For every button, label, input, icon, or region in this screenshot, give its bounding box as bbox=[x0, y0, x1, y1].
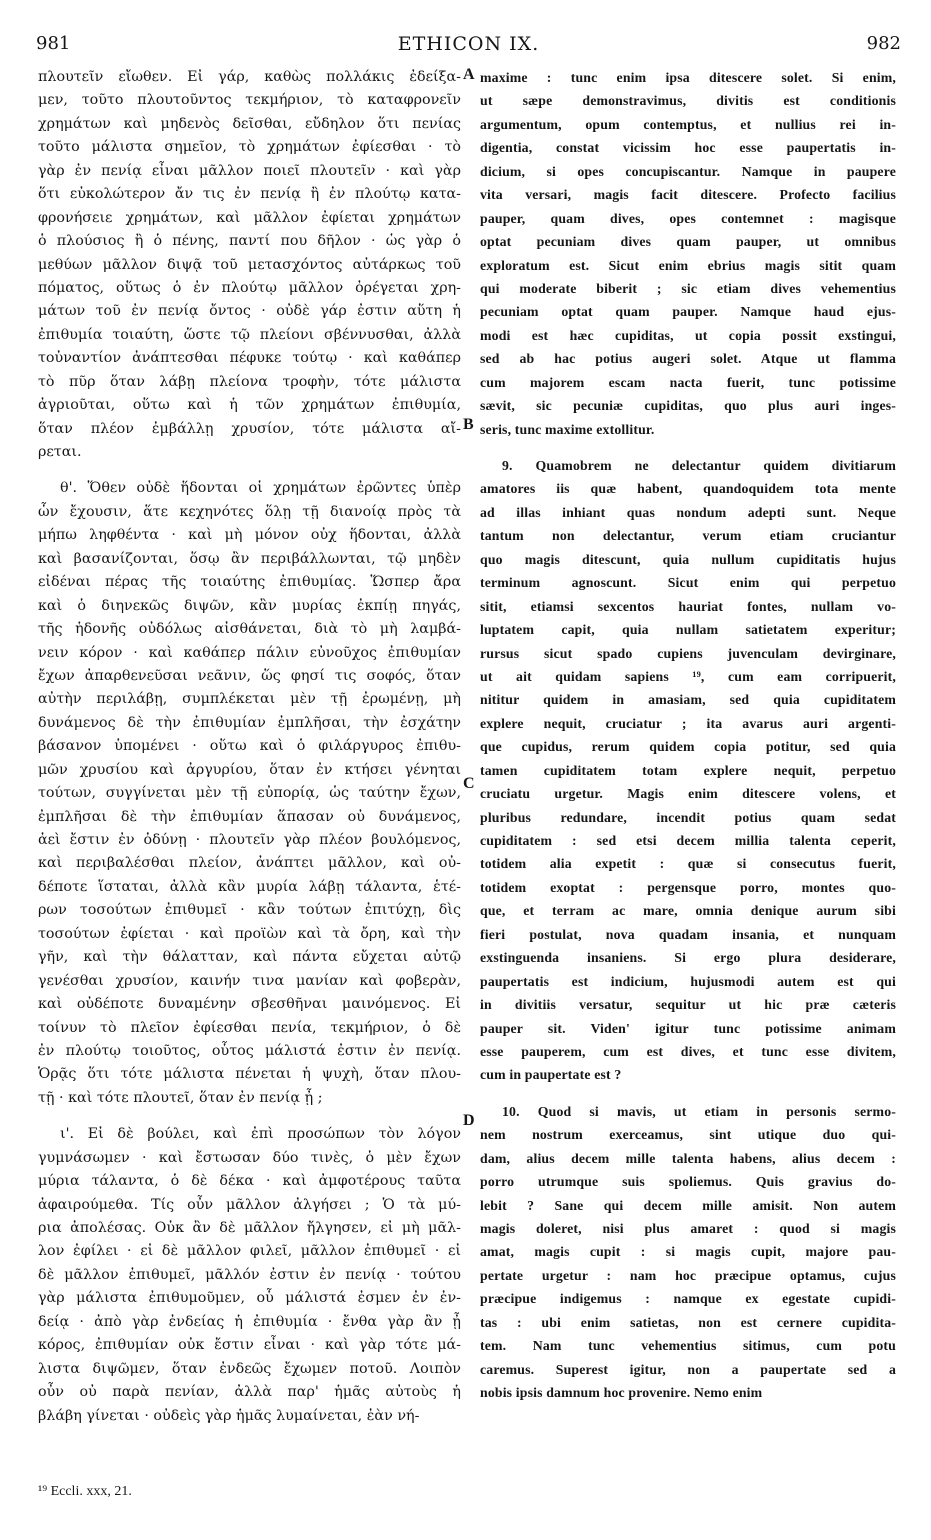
text-line: exstinguenda insaniens. Si ergo plura desiderare, bbox=[480, 950, 896, 966]
text-line: præcipue indigemus : namque ex egestate cupidi- bbox=[480, 1291, 896, 1307]
text-line: ἐν πλούτῳ τοιοῦτος, οὗτος μάλιστά ἐστιν ἐν πενίᾳ. bbox=[38, 1042, 461, 1059]
text-line: terminum agnoscunt. Sicut enim qui perpetuo bbox=[480, 575, 896, 591]
text-line: vita versari, magis facit ditescere. Profecto facilius bbox=[480, 187, 896, 203]
text-line: modi est hæc cupiditas, ut copia possit exstingui, bbox=[480, 327, 896, 343]
text-line: ρεται. bbox=[38, 444, 82, 460]
margin-letter-b: B bbox=[463, 416, 474, 433]
text-line: cum majorem escam nacta fuerit, tunc potissime bbox=[480, 374, 896, 390]
text-line: esse pauperem, cum est dives, et tunc esse divitem, bbox=[480, 1043, 896, 1059]
text-line: ὅτι εὐκολώτερον ἄν τις ἐν πενίᾳ ἢ ἐν πλούτῳ κατα- bbox=[38, 186, 461, 203]
text-line: fieri postulat, nova quadam insania, et nunquam bbox=[480, 926, 896, 942]
text-line: cupiditatem : sed etsi decem millia talenta ceperit, bbox=[480, 833, 896, 848]
text-line: λιστα διψῶμεν, ὅταν ἐνδεῶς ἔχωμεν ποτοῦ. Λοιπὸν bbox=[38, 1360, 461, 1377]
greek-text-column bbox=[38, 66, 461, 1428]
text-line: γῆν, καὶ τὴν θάλατταν, καὶ πάντα εὔχεται αὐτῷ bbox=[38, 949, 461, 966]
text-line: δείᾳ · ἀπὸ γὰρ ἐνδείας ἡ ἐπιθυμία · ἔνθα γὰρ ἂν ᾖ bbox=[38, 1313, 461, 1330]
text-line: ad illas inhiant quas nondum adepti sunt. Neque bbox=[480, 504, 896, 520]
text-line: pertate urgetur : nam hoc præcipue optamus, cujus bbox=[480, 1267, 896, 1283]
page-number-right: 982 bbox=[866, 33, 901, 54]
text-line: δυνάμενος δὲ τὴν ἐπιθυμίαν ἐμπλῆσαι, τὴν ἐσχάτην bbox=[38, 714, 461, 731]
text-line: βάσανον ὑπομένει · οὕτω καὶ ὁ φιλάργυρος ἐπιθυ- bbox=[38, 738, 461, 755]
text-line: γὰρ ἐν πενίᾳ εἶναι μᾶλλον ποιεῖ πλουτεῖν · καὶ γὰρ bbox=[38, 162, 461, 179]
text-line: λον ἐφίλει · εἰ δὲ μᾶλλον φιλεῖ, μᾶλλον ἐπιθυμεῖ · εἰ bbox=[38, 1243, 461, 1260]
text-line: μήπω ληφθέντα · καὶ μὴ μόνον οὐχ ἥδονται, ἀλλὰ bbox=[38, 527, 461, 544]
text-line: ἐμπλῆσαι δὲ τὴν ἐπιθυμίαν ἅπασαν οὐ δυνάμενος, bbox=[38, 808, 461, 825]
text-line: γενέσθαι χρυσίον, καινήν τινα μανίαν καὶ φοβερὰν, bbox=[38, 972, 461, 989]
text-line: ut ait quidam sapiens ¹⁹, cum eam corripuerit, bbox=[480, 668, 896, 684]
text-line: sitit, etiamsi sexcentos hauriat fontes, nullam vo- bbox=[480, 598, 896, 614]
paragraph-gap bbox=[480, 1087, 896, 1100]
text-line: Ὁρᾷς ὅτι τότε μάλιστα πένεται ἡ ψυχὴ, ὅταν πλου- bbox=[38, 1066, 461, 1083]
text-line: ἔχων ἀπαρθενεῦσαι νεᾶνιν, ὥς φησί τις σοφός, ὅταν bbox=[38, 667, 461, 684]
paragraph-gap bbox=[480, 441, 896, 454]
text-line: δὲ μᾶλλον ἐπιθυμεῖ, μᾶλλόν ἐστιν ἐν πενίᾳ · τούτου bbox=[38, 1266, 461, 1283]
text-line: caremus. Superest igitur, non a paupertate sed a bbox=[480, 1361, 896, 1377]
text-line: ὁ πλούσιος ἢ ὁ πένης, παντί που δῆλον · ὡς γὰρ ὁ bbox=[38, 233, 461, 250]
text-line: ρων τοσούτων ἐπιθυμεῖ · κἂν τούτων ἐπιτύχῃ, δὶς bbox=[38, 902, 461, 919]
text-line: ἀφαιρούμεθα. Τίς οὖν μᾶλλον ἀλγήσει ; Ὁ τὰ μύ- bbox=[38, 1196, 461, 1213]
text-line: pauper sit. Viden' igitur tunc potissime animam bbox=[480, 1020, 896, 1036]
page-number-left: 981 bbox=[36, 33, 71, 54]
text-line: lebit ? Sane qui decem mille amisit. Non autem bbox=[480, 1197, 896, 1213]
text-line: tem. Nam tunc vehementius sitimus, cum potu bbox=[480, 1338, 896, 1354]
text-line: φρονήσειε χρημάτων, καὶ μᾶλλον ἐφίεται χρημάτων bbox=[38, 209, 461, 226]
text-line: βλάβη γίνεται · οὐδεὶς γὰρ ἡμᾶς λυμαίνεται, ἐὰν νή- bbox=[38, 1407, 420, 1424]
text-line: argumentum, opum contemptus, et nullius rei in- bbox=[480, 116, 896, 132]
text-line: μεν, τοῦτο πλουτοῦντος τεκμήριον, τὸ καταφρονεῖν bbox=[38, 92, 461, 109]
text-line: καὶ οὐδέποτε δυναμένην σβεσθῆναι μαινόμενος. Εἰ bbox=[38, 996, 461, 1013]
text-line: θ'. Ὅθεν οὐδὲ ἥδονται οἱ χρημάτων ἐρῶντες ὑπὲρ bbox=[60, 480, 461, 497]
text-line: dicium, si opes concupiscantur. Namque in paupere bbox=[480, 163, 896, 179]
text-line: τοὐναντίον ἀνάπτεσθαι πέφυκε τούτῳ · καὶ καθάπερ bbox=[38, 350, 461, 367]
text-line: qui moderate biberit ; sic etiam dives vehementius bbox=[480, 280, 896, 296]
text-line: paupertatis est indicium, hujusmodi autem est qui bbox=[480, 973, 896, 989]
text-line: 9. Quamobrem ne delectantur quidem divitiarum bbox=[502, 458, 896, 473]
margin-letter-d: D bbox=[463, 1112, 475, 1129]
text-line: amatores iis quæ habent, quandoquidem tota mente bbox=[480, 481, 896, 497]
text-line: que cupidus, rerum quidem copia potitur, sed quia bbox=[480, 739, 896, 755]
text-line: πόματος, οὕτως ὁ ἐν πλούτῳ μᾶλλον ὀρέγεται χρη- bbox=[38, 279, 461, 296]
text-line: ι'. Εἰ δὲ βούλει, καὶ ἐπὶ προσώπων τὸν λόγον bbox=[60, 1126, 461, 1143]
footnote: ¹⁹ Eccli. xxx, 21. bbox=[38, 1484, 132, 1499]
text-line: luptatem capit, quia nullam satietatem experitur; bbox=[480, 622, 896, 638]
text-line: pauper, quam dives, opes contemnet : magisque bbox=[480, 210, 896, 226]
text-line: εἰδέναι πέρας τῆς τοιαύτης ἐπιθυμίας. Ὥσπερ ἄρα bbox=[38, 574, 461, 591]
text-line: μύρια τάλαντα, ὁ δὲ δέκα · καὶ ἀμφοτέρους ταῦτα bbox=[38, 1173, 461, 1190]
latin-text-column bbox=[480, 66, 896, 1405]
text-line: cruciatu urgetur. Magis enim ditescere volens, et bbox=[480, 786, 896, 802]
text-line: que, et terram ac mare, omnia denique aurum sibi bbox=[480, 903, 896, 919]
running-header bbox=[36, 33, 901, 63]
text-line: exploratum est. Sicut enim ebrius magis sitit quam bbox=[480, 257, 896, 273]
text-line: ρια ἀπολέσας. Οὐκ ἂν δὲ μᾶλλον ἤλγησεν, εἰ μὴ μᾶλ- bbox=[38, 1220, 461, 1236]
text-line: maxime : tunc enim ipsa ditescere solet. Si enim, bbox=[480, 70, 896, 85]
margin-letter-a: A bbox=[463, 66, 475, 83]
text-line: γυμνάσωμεν · καὶ ἔστωσαν δύο τινὲς, ὁ μὲν ἔχων bbox=[38, 1149, 461, 1166]
text-line: γὰρ μάλιστα ἐπιθυμοῦμεν, οὗ μάλιστά ἐσμεν ἐν ἐν- bbox=[38, 1290, 461, 1307]
text-line: καὶ βασανίζονται, ὅσῳ ἂν περιβάλλωνται, τῷ μηδὲν bbox=[38, 550, 461, 567]
text-line: τοίνυν τὸ πλεῖον ἐφίεσθαι πενία, τεκμήριον, ὁ δὲ bbox=[38, 1019, 461, 1036]
text-line: porro utrumque suis spoliemus. Quis gravius do- bbox=[480, 1174, 896, 1190]
text-line: quo magis ditescunt, quia nullum cupiditatis hujus bbox=[480, 551, 896, 567]
text-line: ὧν ἔχουσιν, ἅτε κεχηνότες ὅλῃ τῇ διανοίᾳ πρὸς τὰ bbox=[38, 503, 461, 520]
text-line: ὅταν πλέον ἐμβάλλῃ χρυσίον, τότε μάλιστα αἴ- bbox=[38, 420, 461, 437]
text-line: νειν κόρον · καὶ καθάπερ πάλιν εὐνοῦχος ἐπιθυμίαν bbox=[38, 644, 461, 661]
text-line: ut sæpe demonstravimus, divitis est conditionis bbox=[480, 93, 896, 109]
text-line: καὶ περιβαλέσθαι πλείον, ἀνάπτει μᾶλλον, καὶ οὐ- bbox=[38, 855, 461, 872]
margin-letter-c: C bbox=[463, 775, 475, 792]
text-line: cum in paupertate est ? bbox=[480, 1067, 622, 1083]
text-line: optat pecuniam dives quam pauper, ut omnibus bbox=[480, 234, 896, 250]
text-line: seris, tunc maxime extollitur. bbox=[480, 421, 655, 437]
text-line: οὖν οὐ παρὰ πενίαν, ἀλλὰ παρ' ἡμᾶς αὐτοὺς ἡ bbox=[38, 1384, 461, 1401]
text-line: καὶ ὁ διηνεκῶς διψῶν, κἂν μυρίας ἐκπίῃ πηγάς, bbox=[38, 597, 461, 614]
text-line: tamen cupiditatem totam explere nequit, perpetuo bbox=[480, 762, 896, 778]
text-line: digentia, constat vicissim hoc esse paupertatis in- bbox=[480, 140, 896, 156]
running-title: ETHICON IX. bbox=[397, 33, 540, 55]
text-line: πλουτεῖν εἴωθεν. Εἰ γάρ, καθὼς πολλάκις ἐδείξα- bbox=[38, 69, 461, 85]
paragraph-gap bbox=[38, 464, 461, 477]
text-line: τούτων, συγγίνεται μὲν τῇ εὐπορίᾳ, ὡς ταύτην ἔχων, bbox=[38, 785, 461, 802]
text-line: pecuniam optat quam pauper. Namque haud ejus- bbox=[480, 304, 896, 320]
text-line: rursus sicut spado cupiens juvenculam devirginare, bbox=[480, 645, 896, 661]
text-line: ἐπιθυμία τοιαύτη, ὥστε τῷ πλείονι σβέννυσθαι, ἀλλὰ bbox=[38, 326, 461, 343]
text-line: μεθύων μᾶλλον διψᾷ τοῦ μετασχόντος αὐτάρκως τοῦ bbox=[38, 256, 461, 273]
text-line: totidem alia expetit : quæ si consecutus fuerit, bbox=[480, 856, 896, 872]
text-line: dam, alius decem mille talenta habens, alius decem : bbox=[480, 1150, 896, 1166]
text-line: totidem exoptat : pergensque porro, montes quo- bbox=[480, 879, 896, 895]
text-line: ἀγριοῦται, οὕτω καὶ ἡ τῶν χρημάτων ἐπιθυμία, bbox=[38, 397, 461, 414]
text-line: pluribus redundare, incendit potius quam sedat bbox=[480, 809, 896, 825]
text-line: ἀεὶ ἔστιν ἐν ὀδύνῃ · πλουτεῖν γὰρ πλέον βουλόμενος, bbox=[38, 832, 461, 848]
text-line: 10. Quod si mavis, ut etiam in personis sermo- bbox=[502, 1103, 896, 1119]
text-line: χρημάτων καὶ μηδενὸς δεῖσθαι, εὔδηλον ὅτι πενίας bbox=[38, 115, 461, 132]
text-line: τὸ πῦρ ὅταν λάβῃ πλείονα τροφὴν, τότε μάλιστα bbox=[38, 373, 461, 390]
text-line: explere nequit, cruciatur ; ita avarus auri argenti- bbox=[480, 715, 896, 731]
text-line: τοῦτο μάλιστα σημεῖον, τὸ χρημάτων ἐφίεσθαι · τὸ bbox=[38, 139, 461, 156]
text-line: αὐτὴν περιλάβῃ, συμπλέκεται μὲν τῇ ἐρωμένῃ, μὴ bbox=[38, 691, 461, 708]
text-line: sed ab hac potius augeri solet. Atque ut flamma bbox=[480, 351, 896, 367]
text-line: nobis ipsis damnum hoc provenire. Nemo enim bbox=[480, 1385, 763, 1401]
text-line: nem nostrum exerceamus, sint utique duo qui- bbox=[480, 1127, 896, 1143]
text-line: tas : ubi enim satietas, non est cernere cupidita- bbox=[480, 1314, 896, 1330]
paragraph-gap bbox=[38, 1110, 461, 1123]
text-line: μῶν χρυσίου καὶ ἀργυρίου, ὅταν ἐν κτήσει γένηται bbox=[38, 761, 461, 778]
text-line: δέποτε ἵσταται, ἀλλὰ κἂν μυρία λάβῃ τάλαντα, ἑτέ- bbox=[38, 878, 461, 895]
text-line: τῇ · καὶ τότε πλουτεῖ, ὅταν ἐν πενίᾳ ᾖ ; bbox=[38, 1089, 323, 1106]
text-line: μάτων τοῦ ἐν πενίᾳ ὄντος · οὐδὲ γάρ ἐστιν αὕτη ἡ bbox=[38, 303, 461, 320]
text-line: sævit, sic pecuniæ cupiditas, quo plus auri inges- bbox=[480, 398, 896, 414]
text-line: nititur quidem in amasiam, sed quia cupiditatem bbox=[480, 692, 896, 708]
text-line: magis doleret, nisi plus amaret : quod si magis bbox=[480, 1221, 896, 1236]
text-line: κόρος, ἐπιθυμίαν οὐκ ἔστιν εἶναι · καὶ γὰρ τότε μά- bbox=[38, 1337, 461, 1354]
text-line: tantum non delectantur, verum etiam cruciantur bbox=[480, 528, 896, 544]
text-line: τῆς ἡδονῆς οὐδόλως αἰσθάνεται, διὰ τὸ μὴ λαμβά- bbox=[38, 621, 461, 638]
text-line: in divitiis versatur, sequitur ut hic præ cæteris bbox=[480, 997, 896, 1013]
text-line: amat, magis cupit : si magis cupit, majore pau- bbox=[480, 1244, 896, 1260]
text-line: τοσούτων ἐφίεται · καὶ προϊὼν καὶ τὰ ὄρη, καὶ τὴν bbox=[38, 925, 461, 942]
